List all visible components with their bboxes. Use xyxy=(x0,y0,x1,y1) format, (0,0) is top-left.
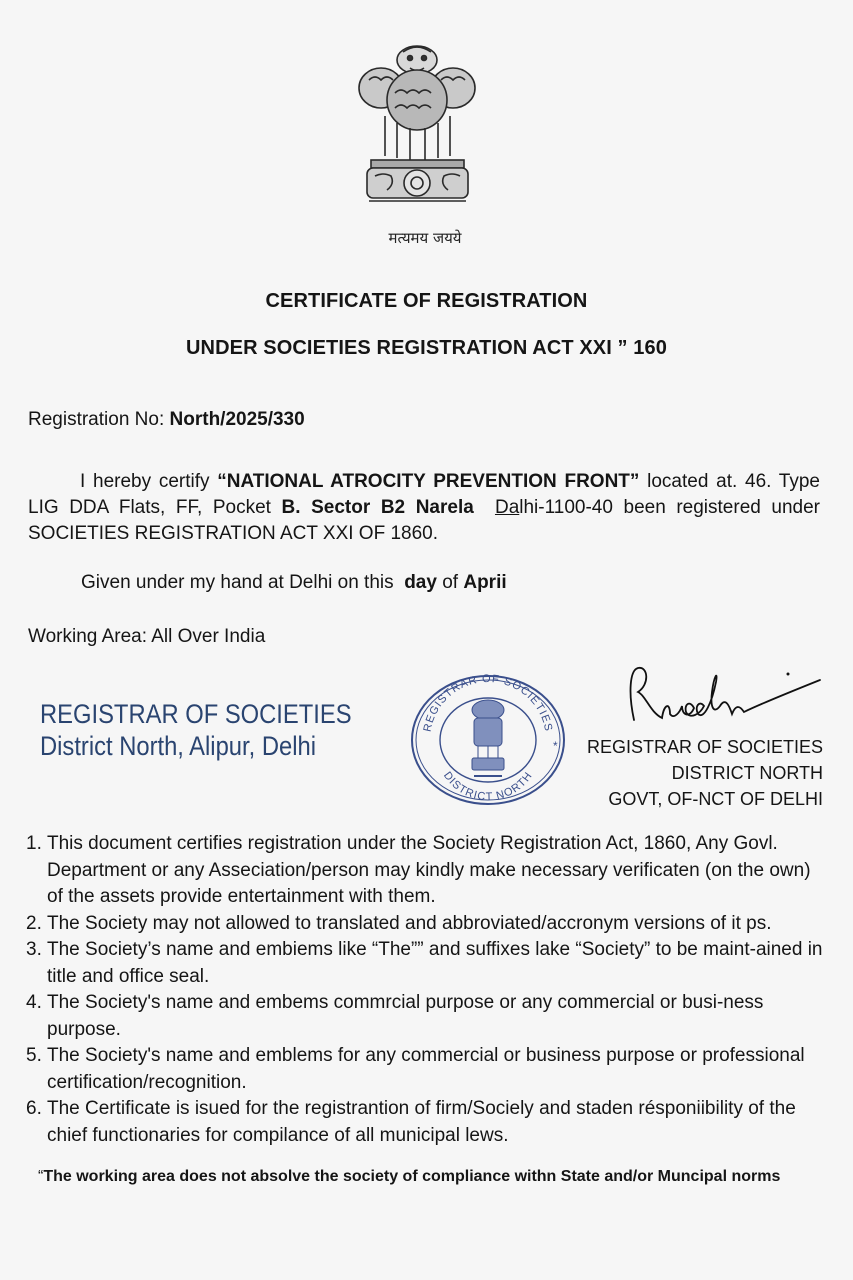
society-name: “NATIONAL ATROCITY PREVENTION FRONT” xyxy=(217,471,640,492)
footnote xyxy=(38,1166,818,1187)
condition-number: 6. xyxy=(26,1098,42,1119)
address-bold: B. Sector B2 Narela xyxy=(281,497,474,518)
condition-number: 3. xyxy=(26,939,42,960)
given-of: of xyxy=(436,572,464,593)
registration-number xyxy=(28,409,305,431)
condition-number: 4. xyxy=(26,992,42,1013)
condition-text: The Society’s name and embiems like “The”” and suffixes lake “Society” to be maint-ained in title and office seal. xyxy=(47,939,823,987)
condition-number: 2. xyxy=(26,912,42,934)
condition-number: 5. xyxy=(26,1045,42,1066)
given-text: Given under my hand at Delhi on this xyxy=(81,572,399,593)
conditions-list xyxy=(26,831,826,1149)
condition-item xyxy=(26,990,826,1043)
condition-item xyxy=(26,1043,826,1096)
condition-item xyxy=(26,1096,826,1149)
registration-label: Registration No: xyxy=(28,409,170,430)
given-under-hand xyxy=(81,572,507,594)
condition-text: The Certificate is isued for the registrantion of firm/Sociely and staden résponiibility of the chief functionaries for compilance of all municipal lews. xyxy=(47,1098,796,1146)
address-text: located at. 46. Type LIG DDA Flats, FF, Pocket xyxy=(28,471,820,518)
svg-text:*: * xyxy=(553,739,558,753)
registrar-right-line3: GOVT, OF-NCT OF DELHI xyxy=(608,789,823,809)
registrar-left-line1: REGISTRAR OF SOCIETIES xyxy=(40,699,352,729)
certificate-title: CERTIFICATE OF REGISTRATION xyxy=(265,290,588,312)
registered-text: lhi-1100-40 been registered under SOCIETIES REGISTRATION ACT XXI OF 1860. xyxy=(28,497,821,544)
official-seal-icon xyxy=(408,672,568,808)
registrar-designation xyxy=(560,734,823,812)
signature xyxy=(620,662,830,732)
given-month: Aprii xyxy=(463,572,507,593)
condition-text: The Society's name and embems commrcial purpose or any commercial or busi-ness purpose. xyxy=(47,992,764,1040)
certificate-subtitle: UNDER SOCIETIES REGISTRATION ACT XXI ” 160 xyxy=(186,337,667,359)
registrar-right-line2: DISTRICT NORTH xyxy=(671,763,823,783)
registrar-stamp-text xyxy=(40,698,352,762)
condition-item xyxy=(26,937,826,990)
footnote-text: The working area does not absolve the society of compliance withn State and/or Muncipal norms xyxy=(43,1168,781,1185)
registrar-left-line2: District North, Alipur, Delhi xyxy=(40,731,316,761)
seal-top-text: REGISTRAR OF SOCIETIES xyxy=(421,672,555,733)
national-emblem-icon xyxy=(355,38,480,208)
condition-number: 1. xyxy=(26,833,42,854)
certify-text: I hereby certify xyxy=(80,471,218,492)
registrar-right-line1: REGISTRAR OF SOCIETIES xyxy=(586,737,823,757)
condition-text: This document certifies registration under the Society Registration Act, 1860, Any Govl. Department or any Asseciation/person may kindly make necessary verificaten (on the own) of the assets provide entertainment with them. xyxy=(47,833,811,907)
emblem-motto: मत्यमय जयये xyxy=(388,229,462,247)
condition-text: The Society may not allowed to translated and abbroviated/accronym versions of it ps. xyxy=(47,912,772,934)
certification-paragraph xyxy=(28,469,820,547)
working-area: Working Area: All Over India xyxy=(28,626,266,647)
condition-text: The Society's name and emblems for any commercial or business purpose or professional certification/recognition. xyxy=(47,1045,805,1093)
registration-value: North/2025/330 xyxy=(169,409,305,430)
condition-item xyxy=(26,831,826,911)
footnote-quote: “ xyxy=(38,1168,44,1185)
seal-bottom-text: DISTRICT NORTH xyxy=(440,769,536,804)
given-day: day xyxy=(404,572,437,593)
condition-item xyxy=(26,911,826,938)
address-underlined: Da xyxy=(494,497,520,518)
